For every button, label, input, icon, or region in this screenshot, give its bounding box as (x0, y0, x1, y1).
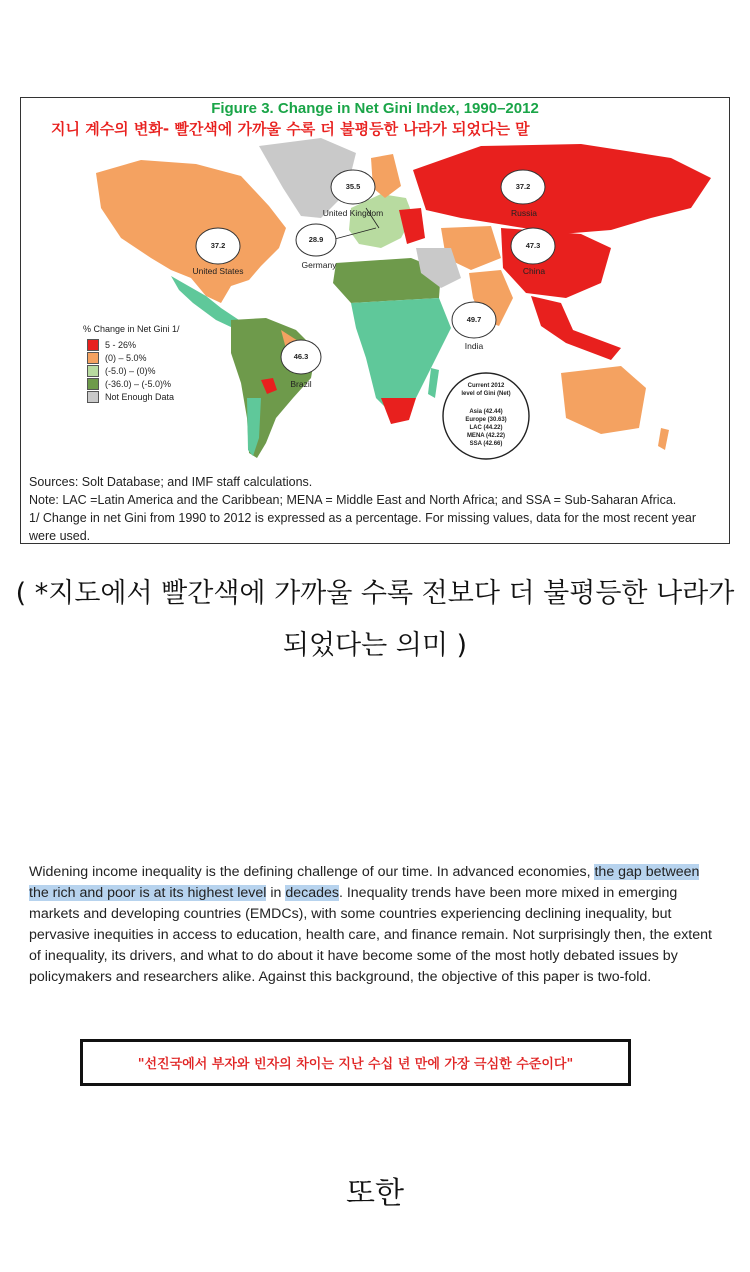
value-united-kingdom: 35.5 (345, 182, 361, 191)
paragraph-text: . Inequality trends have been more mixed in emerging markets and developing countries (EMDCs), with some countries experiencing declining inequality, but pervasive inequities in access to education, health care, and finance remain. Not surprisingly then, the extent of inequality, its drivers, and what to do about it have become some of the most hotly debated issues by policymakers and researchers alike. Against this background, the objective of this paper is two-fold. (29, 885, 712, 985)
regional-item: Europe (30.63) (465, 417, 507, 423)
figure-korean-overlay: 지니 계수의 변화- 빨간색에 가까울 수록 더 불평등한 나라가 되었다는 말 (51, 120, 530, 138)
legend-item (87, 390, 180, 403)
value-russia: 37.2 (515, 182, 531, 191)
legend-label: (0) – 5.0% (105, 352, 147, 363)
highlighted-text: the gap between the rich and poor is at its highest level (29, 864, 700, 901)
gini-figure (20, 97, 730, 544)
regional-item: Asia (42.44) (469, 409, 503, 415)
figure-sources (29, 473, 725, 545)
value-china: 47.3 (525, 241, 541, 250)
legend-item (87, 338, 180, 351)
footer-word: 또한 (346, 1176, 404, 1211)
label-united-kingdom: United Kingdom (322, 208, 384, 218)
legend-label: (-36.0) – (-5.0)% (105, 378, 172, 389)
figure-title: Figure 3. Change in Net Gini Index, 1990–2012 (211, 100, 539, 117)
highlighted-text: decades (285, 885, 339, 901)
quote-text: "선진국에서 부자와 빈자의 차이는 지난 수십 년 만에 가장 극심한 수준이다" (137, 1057, 574, 1072)
label-russia: Russia (511, 208, 537, 218)
regional-title-2: level of Gini (Net) (461, 391, 511, 397)
map-legend (83, 324, 180, 403)
label-united-states: United States (192, 266, 244, 276)
world-map (21, 98, 729, 468)
region-madagascar (428, 368, 439, 398)
legend-swatch-red (87, 339, 99, 351)
paragraph-text: in (266, 885, 286, 901)
legend-item (87, 351, 180, 364)
paragraph-text: Widening income inequality is the defining challenge of our time. In advanced economies, (29, 864, 595, 880)
legend-swatch-orange (87, 352, 99, 364)
legend-item (87, 364, 180, 377)
legend-swatch-light-green (87, 365, 99, 377)
legend-swatch-dark-green (87, 378, 99, 390)
regional-title-1: Current 2012 (467, 383, 505, 389)
region-new-zealand (658, 428, 669, 450)
label-germany: Germany (301, 260, 337, 270)
region-scandinavia (371, 154, 401, 198)
region-north-america (96, 160, 286, 303)
legend-title: % Change in Net Gini 1/ (83, 324, 180, 334)
value-germany: 28.9 (308, 235, 324, 244)
region-se-asia (531, 296, 621, 360)
label-india: India (464, 341, 484, 351)
sources-line: Sources: Solt Database; and IMF staff calculations. (29, 475, 313, 489)
quote-box (80, 1039, 631, 1086)
value-united-states: 37.2 (210, 241, 226, 250)
legend-label: (-5.0) – (0)% (105, 365, 156, 376)
legend-label: 5 - 26% (105, 339, 137, 350)
legend-item (87, 377, 180, 390)
label-brazil: Brazil (290, 379, 312, 389)
region-australia (561, 366, 646, 434)
value-india: 49.7 (466, 315, 482, 324)
footnote-line: 1/ Change in net Gini from 1990 to 2012 is expressed as a percentage. For missing values, data for the most recent year were used. (29, 511, 697, 543)
label-china: China (522, 266, 546, 276)
value-brazil: 46.3 (293, 352, 309, 361)
note-line: Note: LAC =Latin America and the Caribbean; MENA = Middle East and North Africa; and SSA = Sub-Saharan Africa. (29, 493, 677, 507)
region-europe-east (399, 208, 425, 244)
regional-item: LAC (44.22) (469, 425, 503, 431)
region-russia (413, 144, 711, 234)
regional-item: MENA (42.22) (466, 433, 506, 439)
regional-item: SSA (42.66) (469, 441, 503, 447)
legend-label: Not Enough Data (105, 391, 175, 402)
korean-caption: ( *지도에서 빨간색에 가까울 수록 전보다 더 불평등한 나라가 되었다는 의미 ) (15, 578, 735, 661)
region-south-africa (381, 398, 416, 424)
legend-swatch-grey (87, 391, 99, 403)
body-paragraph (29, 862, 723, 988)
